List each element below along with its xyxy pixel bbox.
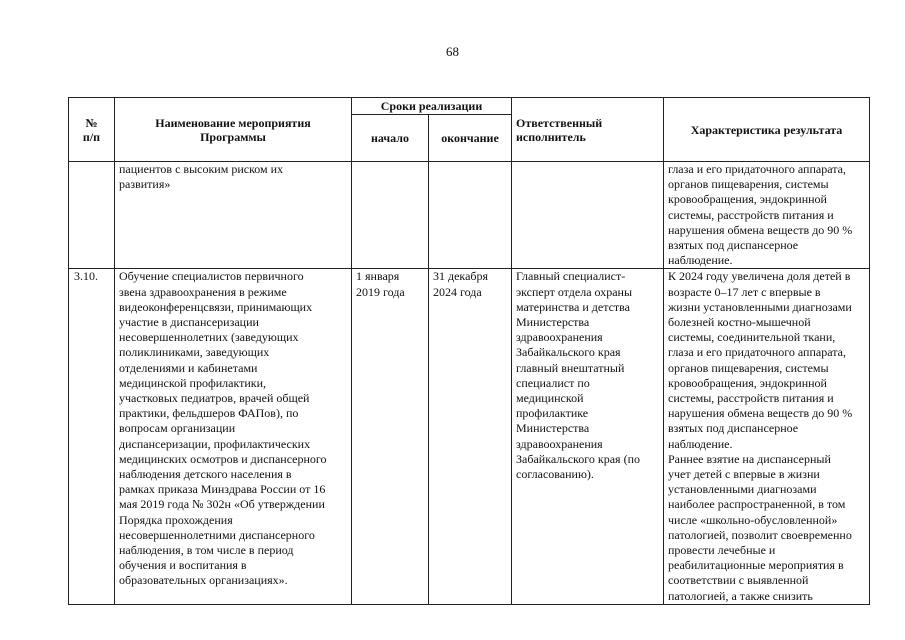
cell-name: пациентов с высоким риском их развития» — [115, 162, 352, 269]
cell-responsible — [512, 162, 664, 269]
page-number: 68 — [446, 44, 459, 59]
header-result: Характеристика результата — [664, 98, 870, 162]
cell-num — [69, 162, 115, 269]
header-start: начало — [352, 115, 429, 162]
table-row-3-10 — [69, 269, 870, 604]
header-name: Наименование мероприятия Программы — [115, 98, 352, 162]
cell-num: 3.10. — [69, 269, 115, 604]
cell-result: глаза и его придаточного аппарата, органов пищеварения, системы кровообращения, эндокринной системы, расстройств питания и нарушения обмена веществ до 90 % взятых под диспансерное наблюдение. — [664, 162, 870, 269]
header-responsible: Ответственный исполнитель — [512, 98, 664, 162]
cell-result: К 2024 году увеличена доля детей в возрасте 0–17 лет с впервые в жизни установленными диагнозами болезней костно-мышечной системы, соединительной ткани, глаза и его придаточного аппарата, органов пищеварения, системы кровообращения, эндокринной системы, расстройств питания и нарушения обмена веществ до 90 % взятых под диспансерное наблюдение. Раннее взятие на диспансерный учет детей с впервые в жизни установленными диагнозами наиболее распространенной, в том числе «школьно-обусловленной» патологией, позволит своевременно провести лечебные и реабилитационные мероприятия в соответствии с выявленной патологией, а также снизить — [664, 269, 870, 604]
cell-start — [352, 162, 429, 269]
header-num: № п/п — [69, 98, 115, 162]
cell-responsible: Главный специалист- эксперт отдела охраны материнства и детства Министерства здравоохранения Забайкальского края главный внештатный специалист по медицинской профилактике Министерства здравоохранения Забайкальского края (по согласованию). — [512, 269, 664, 604]
cell-end: 31 декабря 2024 года — [429, 269, 512, 604]
cell-name: Обучение специалистов первичного звена здравоохранения в режиме видеоконференцсвязи, принимающих участие в диспансеризации несовершеннолетних (заведующих поликлиниками, заведующих отделениями и кабинетами медицинской профилактики, участковых педиатров, врачей общей практики, фельдшеров ФАПов), по вопросам организации диспансеризации, профилактических медицинских осмотров и диспансерного наблюдения детского населения в рамках приказа Минздрава России от 16 мая 2019 года № 302н «Об утверждении Порядка прохождения несовершеннолетними диспансерного наблюдения, в том числе в период обучения и воспитания в образовательных организациях». — [115, 269, 352, 604]
header-end: окончание — [429, 115, 512, 162]
cell-start: 1 января 2019 года — [352, 269, 429, 604]
header-row-top — [69, 98, 870, 115]
program-table — [68, 97, 870, 605]
header-period: Сроки реализации — [352, 98, 512, 115]
cell-end — [429, 162, 512, 269]
table-row-continuation — [69, 162, 870, 269]
